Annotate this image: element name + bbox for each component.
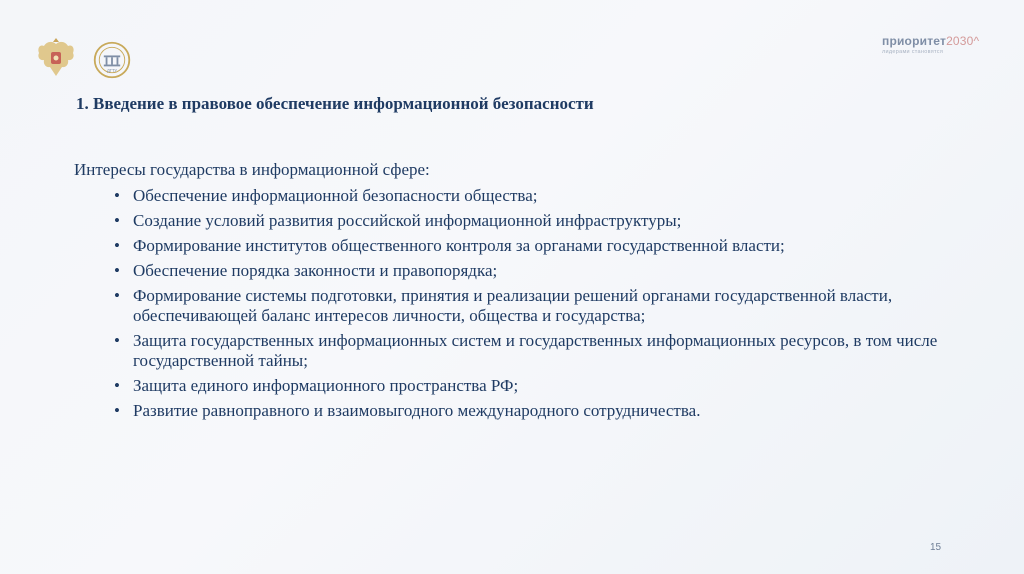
bullet-text: Формирование институтов общественного контроля за органами государственной власти; [133,236,785,255]
bullet-icon: • [114,186,120,205]
bullet-text: Формирование системы подготовки, принятия и реализации решений органами государственной власти, обеспечивающей баланс интересов личности, общества и государства; [133,286,893,325]
bullet-text: Защита единого информационного пространства РФ; [133,376,519,395]
bullet-icon: • [114,376,120,395]
bullet-text: Обеспечение порядка законности и правопорядка; [133,261,498,280]
brand-year: 2030^ [946,34,980,48]
slide-title: 1. Введение в правовое обеспечение информационной безопасности [76,94,594,113]
bullet-item [112,401,972,421]
bullet-item [112,211,972,231]
brand-tagline: лидерами становятся [882,49,944,55]
bullet-icon: • [114,236,120,255]
brand-name-text: приоритет [882,34,947,48]
bullet-item [112,236,972,256]
bullet-item [112,186,972,206]
bullet-icon: • [114,211,120,230]
page-number: 15 [930,542,942,553]
coat-of-arms-icon [36,38,76,82]
bullet-text: Защита государственных информационных систем и государственных информационных ресурсов, в том числе государственной тайны; [133,331,938,370]
bullet-icon: • [114,331,120,350]
bullet-icon: • [114,401,120,420]
bullet-icon: • [114,286,120,305]
bullet-text: Обеспечение информационной безопасности общества; [133,186,538,205]
bullet-item [112,376,972,396]
bullet-list [112,186,972,426]
seal-text: ДГТУ [106,67,118,73]
bullet-item [112,261,972,281]
brand-name [882,34,979,48]
institution-seal-icon [92,38,132,82]
bullet-item [112,331,972,371]
bullet-text: Развитие равноправного и взаимовыгодного международного сотрудничества. [133,401,701,420]
bullet-icon: • [114,261,120,280]
brand-logo [882,34,979,55]
intro-text: Интересы государства в информационной сфере: [74,160,430,179]
bullet-item [112,286,972,326]
bullet-text: Создание условий развития российской информационной инфраструктуры; [133,211,682,230]
header-logos [36,38,132,82]
